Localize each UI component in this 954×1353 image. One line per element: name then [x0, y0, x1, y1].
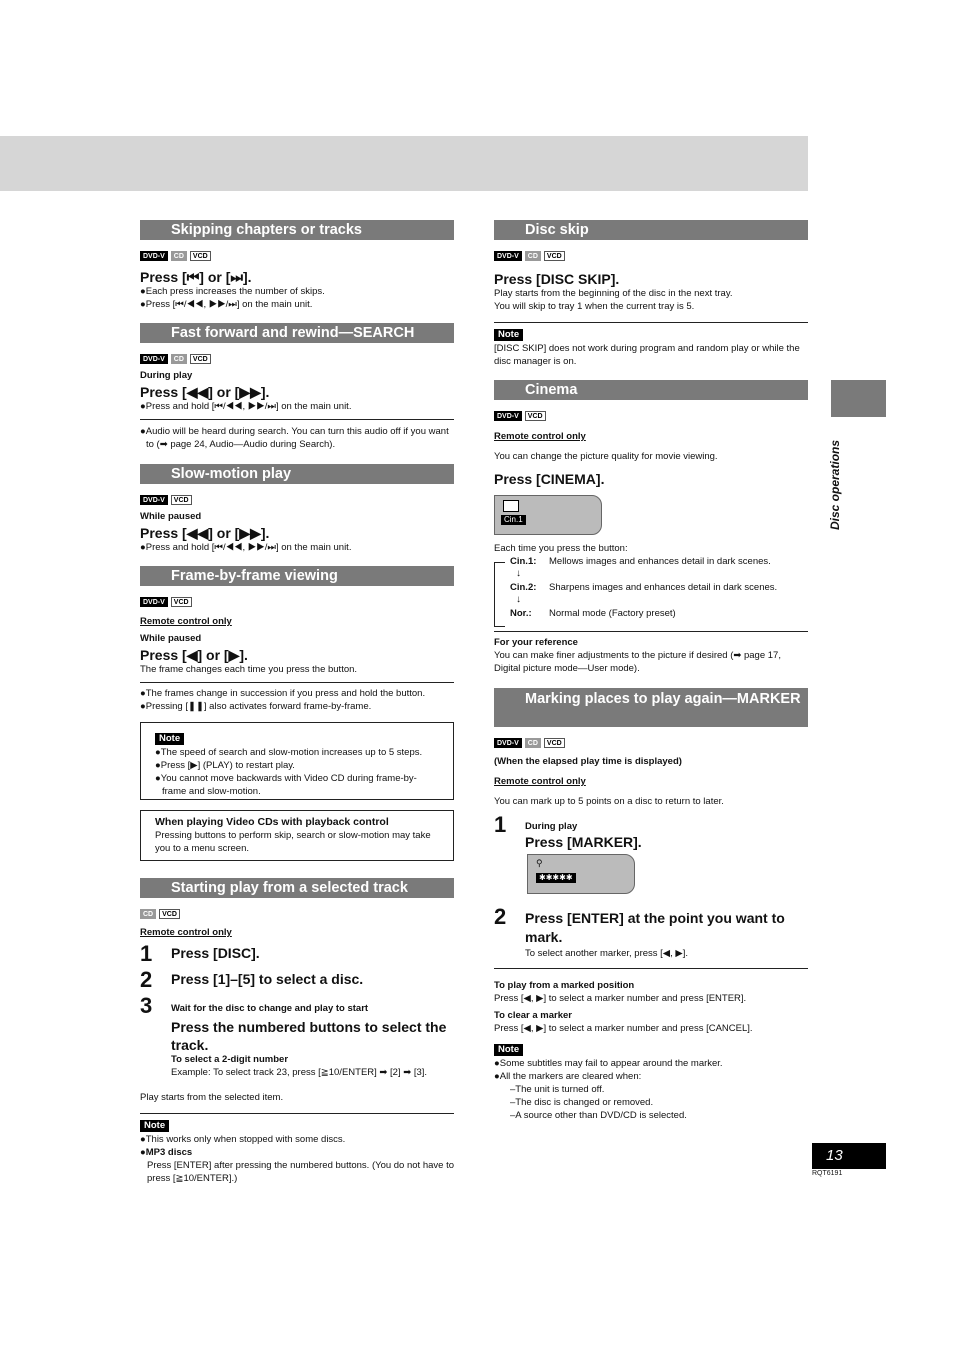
- vcd-badge: VCD: [171, 495, 192, 505]
- bullet: ●Audio will be heard during search. You can turn this audio off if you want to (➡ page 24, Audio—Audio during Search).: [140, 426, 449, 450]
- note-box: [140, 722, 454, 800]
- vcd-info-text: Pressing buttons to perform skip, search or slow-motion may take you to a menu screen.: [155, 830, 431, 854]
- step-text: Press [DISC].: [171, 945, 260, 961]
- side-label: [828, 420, 848, 530]
- step-number: 2: [140, 967, 153, 992]
- dvd-badge: DVD-V: [140, 354, 168, 364]
- after-text: Play starts from the selected item.: [140, 1092, 284, 1103]
- vcd-badge: VCD: [171, 597, 192, 607]
- note-item: –A source other than DVD/CD is selected.: [510, 1110, 687, 1121]
- arrow-down-icon: ↓: [516, 568, 521, 579]
- disc-badges: [140, 597, 454, 607]
- frame-section: [140, 566, 454, 861]
- condition-label: While paused: [140, 511, 202, 522]
- disc-badges: [140, 909, 454, 919]
- dvd-badge: DVD-V: [140, 597, 168, 607]
- cycle-intro: Each time you press the button:: [494, 543, 628, 554]
- condition-label: While paused: [140, 633, 202, 644]
- cycle-item: [494, 582, 808, 608]
- bullet: ●Pressing [❚❚] also activates forward frame-by-frame.: [140, 701, 372, 712]
- bullet: ●Press and hold [⏮/◀◀, ▶▶/⏭] on the main unit.: [140, 542, 352, 553]
- description: You will skip to tray 1 when the current tray is 5.: [494, 301, 695, 312]
- marker-section: [494, 688, 808, 1122]
- sub-text: Example: To select track 23, press [≧10/ENTER] ➡ [2] ➡ [3].: [171, 1067, 428, 1078]
- mode-desc: Mellows images and enhances detail in dark scenes.: [549, 556, 771, 567]
- press-instruction: Press [DISC SKIP].: [494, 271, 620, 287]
- cycle-item: [494, 556, 808, 582]
- section-heading: Disc skip: [494, 220, 808, 240]
- osd-label: ✱✱✱✱✱: [536, 873, 576, 883]
- step-text: Press [1]–[5] to select a disc.: [171, 971, 364, 987]
- step-number: 3: [140, 993, 153, 1018]
- section-heading: Cinema: [494, 380, 808, 400]
- bullet: ●Press and hold [⏮/◀◀, ▶▶/⏭] on the main unit.: [140, 401, 352, 412]
- dvd-badge: DVD-V: [494, 738, 522, 748]
- mode-name: Cin.2:: [510, 582, 537, 593]
- step-number: 2: [494, 904, 507, 929]
- page-code: RQT6191: [812, 1170, 843, 1177]
- bullet: ●Press [⏮/◀◀, ▶▶/⏭] on the main unit.: [140, 299, 313, 310]
- discskip-section: [494, 220, 808, 368]
- cd-badge: CD: [171, 251, 187, 261]
- remote-only-label: Remote control only: [140, 616, 232, 627]
- section-heading: Marking places to play again—MARKER: [494, 688, 808, 727]
- dvd-badge: DVD-V: [140, 495, 168, 505]
- step-number: 1: [140, 941, 153, 966]
- note-label: Note: [494, 329, 523, 341]
- osd-label: Cin.1: [501, 515, 526, 525]
- reference-text: You can make finer adjustments to the picture if desired (➡ page 17, Digital picture mode—User mode).: [494, 650, 781, 674]
- vcd-badge: VCD: [190, 354, 211, 364]
- description: The frame changes each time you press the button.: [140, 664, 358, 675]
- skip-section: [140, 220, 454, 311]
- press-instruction: Press [◀◀] or [▶▶].: [140, 525, 270, 541]
- clear-text: Press [◀, ▶] to select a marker number and press [CANCEL].: [494, 1023, 753, 1034]
- note-item: ●This works only when stopped with some discs.: [140, 1134, 346, 1145]
- note-item: ●The speed of search and slow-motion increases up to 5 steps.: [155, 747, 423, 758]
- side-label-text: Disc operations: [828, 439, 842, 530]
- page-number: 13: [812, 1143, 886, 1169]
- description: You can mark up to 5 points on a disc to return to later.: [494, 796, 724, 807]
- cinema-osd: [494, 495, 602, 535]
- press-instruction: Press [◀] or [▶].: [140, 647, 248, 663]
- step-text: Press [ENTER] at the point you want to mark.: [525, 910, 785, 945]
- step-text: Press [MARKER].: [525, 834, 642, 850]
- mode-name: Cin.1:: [510, 556, 537, 567]
- section-heading: Starting play from a selected track: [140, 878, 454, 898]
- mode-desc: Normal mode (Factory preset): [549, 608, 676, 619]
- step-text: Press the numbered buttons to select the track.: [171, 1019, 447, 1053]
- remote-only-label: Remote control only: [140, 927, 232, 938]
- note-label: Note: [494, 1044, 523, 1056]
- dvd-badge: DVD-V: [494, 251, 522, 261]
- note-item: –The unit is turned off.: [510, 1084, 605, 1095]
- note-item: ●Some subtitles may fail to appear around the marker.: [494, 1058, 723, 1069]
- step-number: 1: [494, 812, 507, 837]
- vcd-badge: VCD: [525, 411, 546, 421]
- note-item: Press [ENTER] after pressing the numbered buttons. (You do not have to press [≧10/ENTER].): [147, 1160, 454, 1184]
- section-tab: [831, 380, 886, 417]
- disc-badges: [494, 251, 808, 261]
- bullet: ●The frames change in succession if you press and hold the button.: [140, 688, 426, 699]
- cd-badge: CD: [171, 354, 187, 364]
- note-item: [DISC SKIP] does not work during program and random play or while the disc manager is on.: [494, 343, 800, 367]
- arrow-down-icon: ↓: [516, 594, 521, 605]
- disc-badges: [140, 495, 454, 505]
- slow-section: [140, 464, 454, 554]
- condition-label: During play: [140, 370, 193, 381]
- note-item: –The disc is changed or removed.: [510, 1097, 654, 1108]
- description: You can change the picture quality for movie viewing.: [494, 451, 718, 462]
- vcd-info-title: When playing Video CDs with playback control: [155, 816, 389, 828]
- step-text: During play: [525, 821, 578, 832]
- vcd-badge: VCD: [159, 909, 180, 919]
- cd-badge: CD: [525, 251, 541, 261]
- cinema-section: [494, 380, 808, 675]
- note-item: ●All the markers are cleared when:: [494, 1071, 642, 1082]
- condition-label: (When the elapsed play time is displayed): [494, 756, 682, 767]
- press-instruction: Press [◀◀] or [▶▶].: [140, 384, 270, 400]
- clear-title: To clear a marker: [494, 1010, 572, 1021]
- description: Play starts from the beginning of the disc in the next tray.: [494, 288, 733, 299]
- section-heading: Frame-by-frame viewing: [140, 566, 454, 586]
- note-label: Note: [155, 733, 184, 745]
- steps: [494, 808, 808, 956]
- search-section: [140, 323, 454, 451]
- step-text: Wait for the disc to change and play to start: [171, 1003, 369, 1014]
- step-sub: To select another marker, press [◀, ▶].: [525, 948, 688, 959]
- press-instruction: Press [CINEMA].: [494, 471, 605, 487]
- play-title: To play from a marked position: [494, 980, 635, 991]
- marker-icon: ⚲: [536, 858, 543, 868]
- disc-badges: [494, 738, 808, 748]
- track-section: [140, 878, 454, 1185]
- note-item: ●MP3 discs: [140, 1147, 193, 1158]
- note-item: ●Press [▶] (PLAY) to restart play.: [155, 760, 295, 771]
- sub-title: To select a 2-digit number: [171, 1054, 289, 1065]
- remote-only-label: Remote control only: [494, 431, 586, 442]
- reference-title: For your reference: [494, 637, 578, 648]
- dvd-badge: DVD-V: [494, 411, 522, 421]
- cycle-list: [494, 556, 808, 630]
- mode-desc: Sharpens images and enhances detail in dark scenes.: [549, 582, 778, 593]
- play-text: Press [◀, ▶] to select a marker number and press [ENTER].: [494, 993, 747, 1004]
- mode-name: Nor.:: [510, 608, 532, 619]
- vcd-badge: VCD: [544, 251, 565, 261]
- cd-badge: CD: [140, 909, 156, 919]
- section-heading: Slow-motion play: [140, 464, 454, 484]
- vcd-badge: VCD: [544, 738, 565, 748]
- steps: [140, 939, 454, 1091]
- picture-icon: [503, 500, 519, 512]
- cd-badge: CD: [525, 738, 541, 748]
- disc-badges: [494, 411, 808, 421]
- header-band: [0, 136, 808, 191]
- section-heading: Skipping chapters or tracks: [140, 220, 454, 240]
- press-instruction: Press [⏮] or [⏭].: [140, 269, 252, 285]
- vcd-info-box: [140, 810, 454, 861]
- section-heading: Fast forward and rewind—SEARCH: [140, 323, 454, 343]
- disc-badges: [140, 354, 454, 364]
- bullet: ●Each press increases the number of skips.: [140, 286, 325, 297]
- note-label: Note: [140, 1120, 169, 1132]
- note-item: ●You cannot move backwards with Video CD during frame-by-frame and slow-motion.: [155, 773, 417, 797]
- disc-badges: [140, 251, 454, 261]
- dvd-badge: DVD-V: [140, 251, 168, 261]
- cycle-item: [494, 608, 808, 634]
- marker-osd: [527, 854, 635, 894]
- vcd-badge: VCD: [190, 251, 211, 261]
- remote-only-label: Remote control only: [494, 776, 586, 787]
